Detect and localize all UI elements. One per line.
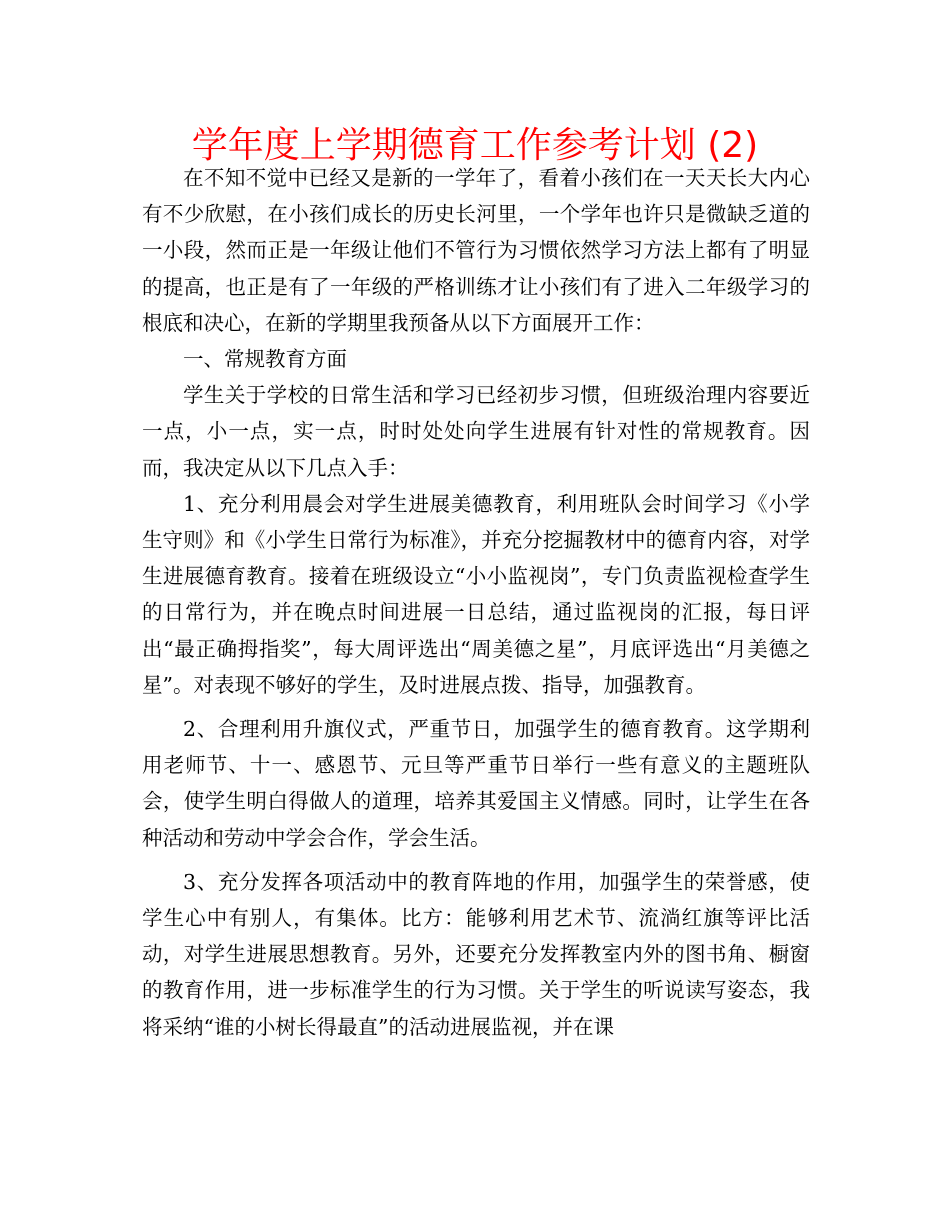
item-3-paragraph: 3、充分发挥各项活动中的教育阵地的作用，加强学生的荣誉感，使学生心中有别人，有集体。比方：能够利用艺术节、流淌红旗等评比活动，对学生进展思想教育。另外，还要充分发挥教室内外的图书角、橱窗的教育作用，进一步标准学生的行为习惯。关于学生的听说读写姿态，我将采纳“谁的小树长得最直”的活动进展监视，并在课 <box>142 869 810 1039</box>
document-body <box>142 160 810 1045</box>
item-1-paragraph: 1、充分利用晨会对学生进展美德教育，利用班队会时间学习《小学生守则》和《小学生日常行为标准》，并充分挖掘教材中的德育内容，对学生进展德育教育。接着在班级设立“小小监视岗”，专门负责监视检查学生的日常行为，并在晚点时间进展一日总结，通过监视岗的汇报，每日评出“最正确拇指奖”，每大周评选出“周美德之星”，月底评选出“月美德之星”。对表现不够好的学生，及时进展点拨、指导，加强教育。 <box>142 491 810 697</box>
document-title: 学年度上学期德育工作参考计划 (2) <box>191 125 759 166</box>
section-heading-routine-education: 一、常规教育方面 <box>183 347 347 372</box>
item-2-paragraph: 2、合理利用升旗仪式，严重节日，加强学生的德育教育。这学期利用老师节、十一、感恩节、元旦等严重节日举行一些有意义的主题班队会，使学生明白得做人的道理，培养其爱国主义情感。同时，让学生在各种活动和劳动中学会合作，学会生活。 <box>142 717 810 850</box>
intro-paragraph: 在不知不觉中已经又是新的一学年了，看着小孩们在一天天长大内心有不少欣慰，在小孩们成长的历史长河里，一个学年也许只是微缺乏道的一小段，然而正是一年级让他们不管行为习惯依然学习方法上都有了明显的提高，也正是有了一年级的严格训练才让小孩们有了进入二年级学习的根底和决心，在新的学期里我预备从以下方面展开工作： <box>142 166 810 335</box>
routine-education-paragraph: 学生关于学校的日常生活和学习已经初步习惯，但班级治理内容要近一点，小一点，实一点，时时处处向学生进展有针对性的常规教育。因而，我决定从以下几点入手： <box>142 383 810 480</box>
